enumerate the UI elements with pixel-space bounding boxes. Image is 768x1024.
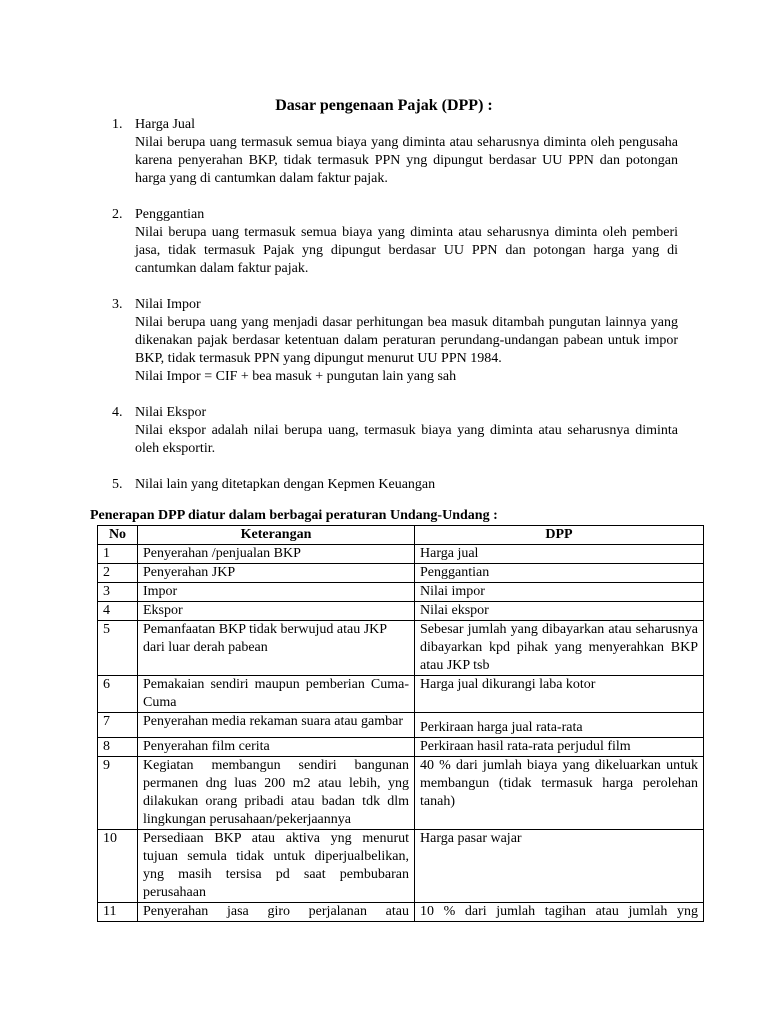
table-row <box>98 738 704 757</box>
row-dpp: Harga pasar wajar <box>415 830 704 903</box>
column-header-dpp: DPP <box>415 526 704 545</box>
row-dpp: Penggantian <box>415 564 704 583</box>
row-keterangan: Pemakaian sendiri maupun pemberian Cuma-Cuma <box>138 676 415 713</box>
item-heading: Nilai Impor <box>135 297 201 312</box>
table-row <box>98 583 704 602</box>
item-heading: Nilai lain yang ditetapkan dengan Kepmen Keuangan <box>135 477 436 492</box>
item-heading: Penggantian <box>135 207 205 222</box>
table-row <box>98 564 704 583</box>
item-text: Nilai berupa uang termasuk semua biaya yang diminta atau seharusnya diminta oleh pengusaha karena penyerahan BKP, tidak termasuk PPN yng dipungut berdasar UU PPN dan potongan harga yang di cantumkan dalam faktur pajak. <box>135 135 678 186</box>
item-heading: Harga Jual <box>135 117 195 132</box>
row-number: 3 <box>98 583 138 602</box>
row-number: 5 <box>98 621 138 676</box>
row-keterangan-cell <box>138 903 415 922</box>
row-keterangan: Penyerahan film cerita <box>138 738 415 757</box>
table-row <box>98 713 704 738</box>
item-number: 3. <box>112 297 123 312</box>
table-row <box>98 602 704 621</box>
table-row <box>98 830 704 903</box>
row-dpp: Harga jual <box>415 545 704 564</box>
row-number: 7 <box>98 713 138 738</box>
item-number: 1. <box>112 117 123 132</box>
row-dpp: 40 % dari jumlah biaya yang dikeluarkan untuk membangun (tidak termasuk harga perolehan tanah) <box>415 757 704 830</box>
list-item <box>112 404 678 458</box>
row-number: 1 <box>98 545 138 564</box>
list-item <box>112 476 678 494</box>
column-header-keterangan: Keterangan <box>138 526 415 545</box>
row-number: 10 <box>98 830 138 903</box>
row-keterangan: Ekspor <box>138 602 415 621</box>
row-dpp-cell <box>415 903 704 922</box>
row-keterangan: Penyerahan jasa giro perjalanan atau <box>143 904 409 919</box>
list-item <box>112 206 678 278</box>
row-dpp-cell <box>415 713 704 738</box>
column-header-no: No <box>98 526 138 545</box>
table-row <box>98 903 704 922</box>
row-number: 2 <box>98 564 138 583</box>
row-number: 6 <box>98 676 138 713</box>
row-dpp: 10 % dari jumlah tagihan atau jumlah yng <box>420 904 698 919</box>
row-dpp: Perkiraan harga jual rata-rata <box>420 720 583 735</box>
row-dpp: Nilai impor <box>415 583 704 602</box>
row-keterangan: Pemanfaatan BKP tidak berwujud atau JKP dari luar derah pabean <box>138 621 415 676</box>
row-keterangan: Kegiatan membangun sendiri bangunan permanen dng luas 200 m2 atau lebih, yng dilakukan orang pribadi atau badan tdk dlm lingkungan perusahaan/pekerjaannya <box>138 757 415 830</box>
dpp-table <box>97 525 704 922</box>
list-item <box>112 296 678 386</box>
item-number: 5. <box>112 477 123 492</box>
row-number: 8 <box>98 738 138 757</box>
row-dpp: Perkiraan hasil rata-rata perjudul film <box>415 738 704 757</box>
row-dpp: Harga jual dikurangi laba kotor <box>415 676 704 713</box>
item-number: 2. <box>112 207 123 222</box>
row-dpp: Sebesar jumlah yang dibayarkan atau seharusnya dibayarkan kpd pihak yang menyerahkan BKP atau JKP tsb <box>415 621 704 676</box>
row-number: 11 <box>98 903 138 922</box>
row-number: 4 <box>98 602 138 621</box>
table-row <box>98 757 704 830</box>
list-item <box>112 116 678 188</box>
table-row <box>98 676 704 713</box>
dpp-basis-list <box>112 116 678 512</box>
row-keterangan: Penyerahan /penjualan BKP <box>138 545 415 564</box>
item-text: Nilai berupa uang termasuk semua biaya yang diminta atau seharusnya diminta oleh pemberi jasa, tidak termasuk Pajak yng dipungut berdasar UU PPN dan potongan harga yang di cantumkan dalam faktur pajak. <box>135 225 678 276</box>
row-keterangan: Impor <box>138 583 415 602</box>
item-heading: Nilai Ekspor <box>135 405 207 420</box>
item-text: Nilai ekspor adalah nilai berupa uang, termasuk biaya yang diminta atau seharusnya diminta oleh eksportir. <box>135 423 678 456</box>
row-keterangan: Penyerahan media rekaman suara atau gambar <box>138 713 415 738</box>
row-keterangan: Persediaan BKP atau aktiva yng menurut tujuan semula tidak untuk diperjualbelikan, yng masih tersisa pd saat pembubaran perusahaan <box>138 830 415 903</box>
item-text: Nilai berupa uang yang menjadi dasar perhitungan bea masuk ditambah pungutan lainnya yang dikenakan pajak berdasar ketentuan dalam peraturan perundang-undangan pabean untuk impor BKP, tidak termasuk PPN yang dipungut menurut UU PPN 1984. <box>135 315 678 366</box>
item-number: 4. <box>112 405 123 420</box>
table-row <box>98 545 704 564</box>
table-row <box>98 621 704 676</box>
row-number: 9 <box>98 757 138 830</box>
row-dpp: Nilai ekspor <box>415 602 704 621</box>
table-header-row <box>98 526 704 545</box>
page-title: Dasar pengenaan Pajak (DPP) : <box>275 97 493 114</box>
item-formula: Nilai Impor = CIF + bea masuk + pungutan lain yang sah <box>135 369 457 384</box>
row-keterangan: Penyerahan JKP <box>138 564 415 583</box>
table-title: Penerapan DPP diatur dalam berbagai peraturan Undang-Undang : <box>90 508 498 523</box>
